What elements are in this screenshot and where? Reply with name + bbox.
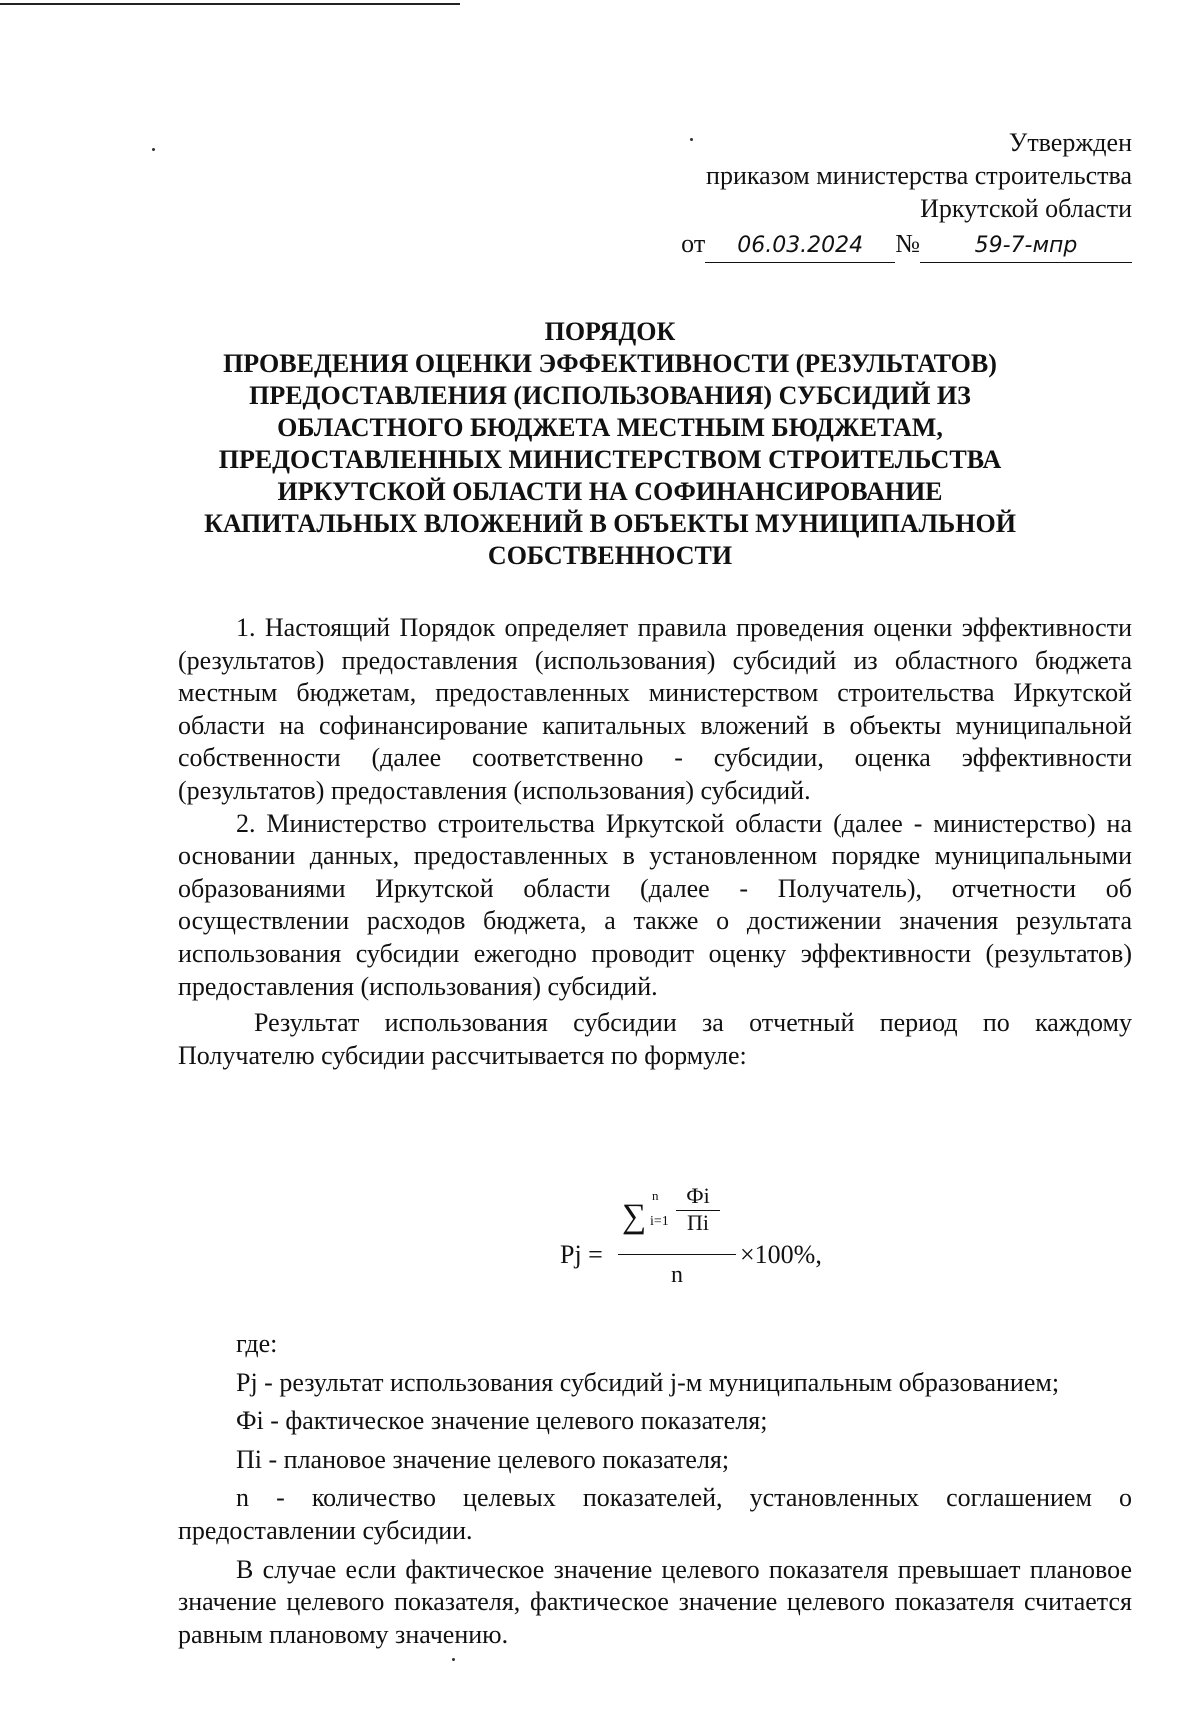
formula-lhs: Pj =	[560, 1240, 603, 1269]
sigma-lower-limit: i=1	[650, 1214, 669, 1229]
approval-line-1: Утвержден	[1008, 128, 1132, 157]
scan-speck	[152, 148, 155, 151]
definition-n: n - количество целевых показателей, установленных соглашением о предоставлении субсидии.	[178, 1483, 1132, 1545]
formula-fraction-bar	[618, 1254, 736, 1255]
where-label: где:	[236, 1329, 278, 1358]
formula-denominator: n	[671, 1262, 683, 1288]
title-line: СОБСТВЕННОСТИ	[487, 541, 733, 570]
title-line: ПРЕДОСТАВЛЕННЫХ МИНИСТЕРСТВОМ СТРОИТЕЛЬСТВА	[218, 445, 1002, 474]
number-sign: №	[895, 229, 920, 258]
document-title	[150, 316, 1070, 572]
from-label: от	[681, 229, 706, 258]
definition-fi: Фi - фактическое значение целевого показателя;	[236, 1406, 768, 1436]
definition-pj: Pj - результат использования субсидий j-м муниципальным образованием;	[236, 1367, 1060, 1397]
paragraph-note: В случае если фактическое значение целевого показателя превышает плановое значение целевого показателя, фактическое значение целевого показателя считается равным плановому значению.	[178, 1554, 1132, 1649]
formula-inner-fraction	[676, 1184, 720, 1235]
paragraph-formula-intro: Результат использования субсидии за отчетный период по каждому Получателю субсидии рассчитывается по формуле:	[178, 1008, 1132, 1070]
title-line: ИРКУТСКОЙ ОБЛАСТИ НА СОФИНАНСИРОВАНИЕ	[277, 477, 943, 506]
scan-speck	[690, 138, 693, 141]
approval-line-3: Иркутской области	[920, 194, 1132, 223]
title-line: ПРЕДОСТАВЛЕНИЯ (ИСПОЛЬЗОВАНИЯ) СУБСИДИЙ ИЗ	[249, 381, 971, 410]
title-line: ПОРЯДОК	[544, 317, 676, 346]
handwritten-number: 59-7-мпр	[920, 229, 1132, 263]
scan-speck	[452, 1658, 455, 1661]
title-line: ПРОВЕДЕНИЯ ОЦЕНКИ ЭФФЕКТИВНОСТИ (РЕЗУЛЬТАТОВ)	[223, 349, 997, 378]
formula-rhs: ×100%,	[740, 1240, 822, 1269]
formula-numerator	[618, 1184, 736, 1246]
approval-line-2: приказом министерства строительства	[706, 161, 1132, 190]
approval-stamp-block	[681, 126, 1132, 263]
title-line: ОБЛАСТНОГО БЮДЖЕТА МЕСТНЫМ БЮДЖЕТАМ,	[277, 413, 943, 442]
formula	[560, 1184, 820, 1314]
paragraph-2: 2. Министерство строительства Иркутской области (далее - министерство) на основании данных, предоставленных в установленном порядке муниципальными образованиями Иркутской области (далее - Получатель), отчетности об осуществлении расходов бюджета, а также о достижении значения результата использования субсидии ежегодно проводит оценку эффективности (результатов) предоставления (использования) субсидий.	[178, 808, 1132, 1001]
sigma-symbol: ∑	[622, 1198, 647, 1235]
title-line: КАПИТАЛЬНЫХ ВЛОЖЕНИЙ В ОБЪЕКТЫ МУНИЦИПАЛЬНОЙ	[204, 509, 1016, 538]
sigma-upper-limit: n	[652, 1188, 659, 1203]
handwritten-date: 06.03.2024	[705, 229, 895, 263]
formula-definitions	[178, 1328, 1132, 1651]
paragraph-1: 1. Настоящий Порядок определяет правила проведения оценки эффективности (результатов) предоставления (использования) субсидий из областного бюджета местным бюджетам, предоставленных министерством строительства Иркутской области на софинансирование капитальных вложений в объекты муниципальной собственности (далее соответственно - субсидии, оценка эффективности (результатов) предоставления (использования) субсидий.	[178, 613, 1132, 805]
inner-numerator: Фi	[686, 1183, 710, 1208]
top-scan-edge	[0, 3, 460, 5]
definition-pi: Пi - плановое значение целевого показателя;	[236, 1444, 730, 1474]
document-body	[178, 612, 1132, 1072]
inner-denominator: Пi	[687, 1210, 709, 1235]
approval-date-line	[681, 227, 1132, 263]
